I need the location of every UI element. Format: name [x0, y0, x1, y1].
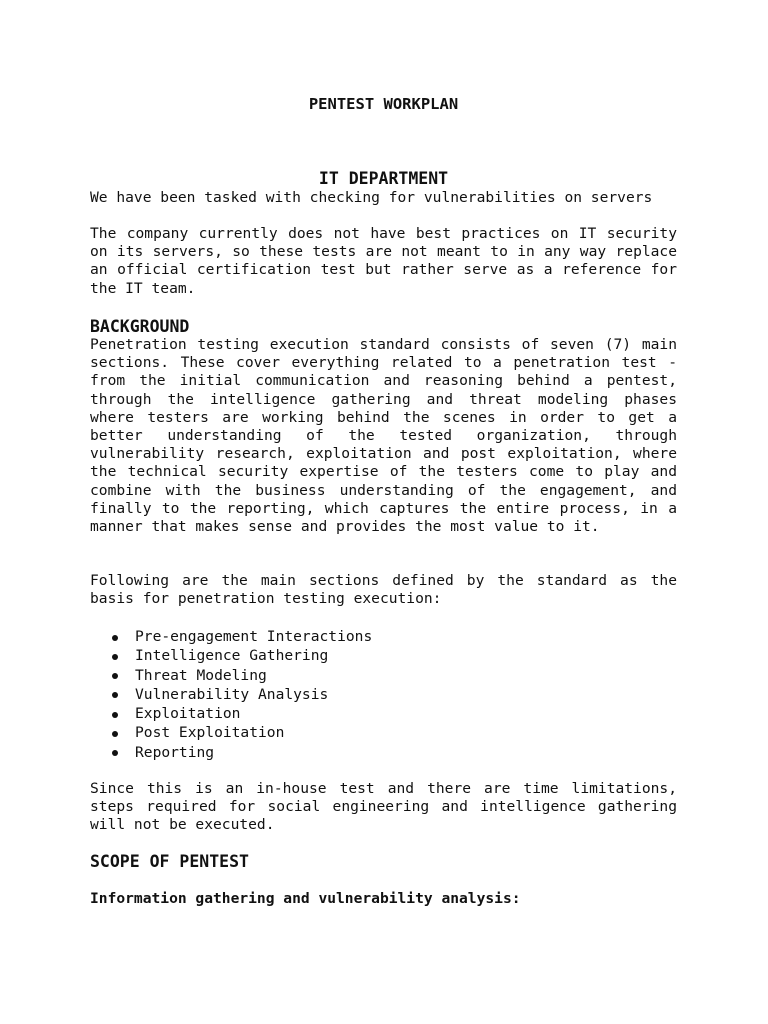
- limitations-paragraph: Since this is an in-house test and there are time limitations, steps required for social engineering and intelligence gathering will not be executed.: [90, 780, 677, 834]
- list-item-label: Vulnerability Analysis: [135, 685, 329, 703]
- list-item-label: Threat Modeling: [135, 666, 267, 684]
- bullet-icon: [112, 750, 118, 756]
- bullet-icon: [112, 731, 118, 737]
- list-item: [90, 704, 677, 723]
- bullet-icon: [112, 692, 118, 698]
- list-item: [90, 627, 677, 646]
- bullet-icon: [112, 673, 118, 679]
- intro-paragraph: We have been tasked with checking for vulnerabilities on servers: [90, 189, 653, 206]
- bullet-icon: [112, 712, 118, 718]
- list-item: [90, 743, 677, 762]
- following-paragraph: Following are the main sections defined by the standard as the basis for penetration testing execution:: [90, 572, 677, 608]
- document-title: PENTEST WORKPLAN: [308, 95, 459, 113]
- bullet-icon: [112, 635, 118, 641]
- sections-list: [90, 627, 677, 762]
- list-item-label: Post Exploitation: [135, 724, 285, 742]
- list-item-label: Reporting: [135, 743, 215, 761]
- list-item: [90, 723, 677, 742]
- bullet-icon: [112, 654, 118, 660]
- list-item: [90, 666, 677, 685]
- company-paragraph: The company currently does not have best practices on IT security on its servers, so these tests are not meant to in any way replace an official certification test but rather serve as a reference for the IT team.: [90, 225, 677, 297]
- background-heading: BACKGROUND: [90, 317, 190, 336]
- list-item: [90, 685, 677, 704]
- scope-heading: SCOPE OF PENTEST: [90, 852, 249, 871]
- list-item: [90, 646, 677, 665]
- list-item-label: Exploitation: [135, 705, 241, 723]
- scope-subheading: Information gathering and vulnerability analysis:: [90, 890, 521, 907]
- list-item-label: Intelligence Gathering: [135, 647, 329, 665]
- department-heading: IT DEPARTMENT: [318, 169, 449, 188]
- background-paragraph: Penetration testing execution standard consists of seven (7) main sections. These cover everything related to a penetration test - from the initial communication and reasoning behind a pentest, through the intelligence gathering and threat modeling phases where testers are working behind the scenes in order to get a better understanding of the tested organization, through vulnerability research, exploitation and post exploitation, where the technical security expertise of the testers come to play and combine with the business understanding of the engagement, and finally to the reporting, which captures the entire process, in a manner that makes sense and provides the most value to it.: [90, 336, 677, 536]
- list-item-label: Pre-engagement Interactions: [135, 628, 373, 645]
